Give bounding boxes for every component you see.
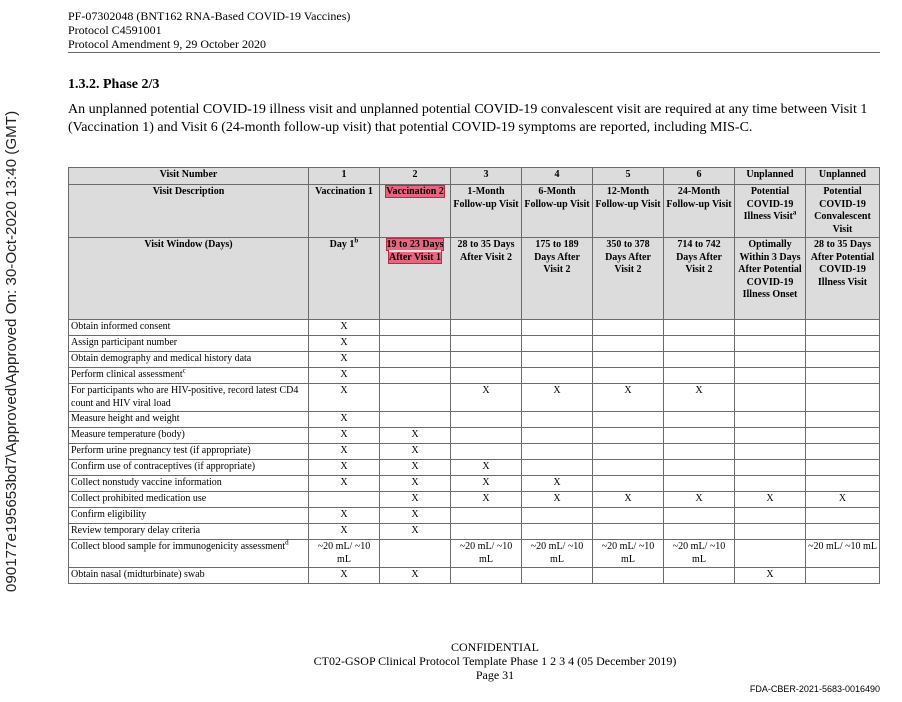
table-cell: ~20 mL/ ~10 mL <box>309 540 380 568</box>
column-header-cell <box>593 185 664 238</box>
footnote-marker: b <box>354 236 359 245</box>
table-cell: X <box>593 492 664 508</box>
column-header-cell <box>522 185 593 238</box>
activity-cell <box>69 352 309 368</box>
column-header-cell <box>309 168 380 185</box>
table-row <box>69 460 880 476</box>
table-cell <box>806 428 880 444</box>
column-header-cell <box>451 238 522 320</box>
table-cell <box>522 444 593 460</box>
activity-label: Confirm eligibility <box>71 509 147 520</box>
table-row <box>69 368 880 384</box>
table-cell <box>593 508 664 524</box>
activity-cell <box>69 524 309 540</box>
activity-label: Assign participant number <box>71 337 178 348</box>
column-header-cell <box>380 185 451 238</box>
header-text: Optimally Within 3 Days After Potential COVID-19 Illness Onset <box>738 239 802 300</box>
header-text: Day 1 <box>329 239 355 250</box>
header-text: 12-Month Follow-up Visit <box>595 186 661 210</box>
table-cell <box>522 508 593 524</box>
table-cell: X <box>380 460 451 476</box>
table-cell: X <box>309 460 380 476</box>
activity-cell <box>69 428 309 444</box>
header-text: 28 to 35 Days After Visit 2 <box>457 239 515 263</box>
activity-label: Review temporary delay criteria <box>71 525 201 536</box>
table-cell <box>309 492 380 508</box>
activity-label: Perform urine pregnancy test (if appropriate) <box>71 445 251 456</box>
table-cell <box>735 384 806 412</box>
header-text: Vaccination 1 <box>315 186 373 197</box>
column-header-cell <box>451 168 522 185</box>
table-cell <box>522 568 593 584</box>
activity-label: Collect nonstudy vaccine information <box>71 477 222 488</box>
footer-template: CT02-GSOP Clinical Protocol Template Phase 1 2 3 4 (05 December 2019) <box>313 654 677 668</box>
table-cell: X <box>309 384 380 412</box>
table-cell <box>380 320 451 336</box>
table-cell <box>735 352 806 368</box>
table-cell <box>664 428 735 444</box>
table-cell <box>451 508 522 524</box>
table-cell: X <box>380 568 451 584</box>
column-header-cell <box>664 185 735 238</box>
table-cell <box>664 412 735 428</box>
table-cell <box>735 428 806 444</box>
header-text: 6 <box>696 169 702 180</box>
table-cell: X <box>380 524 451 540</box>
table-cell: X <box>380 428 451 444</box>
table-cell <box>522 412 593 428</box>
column-header-cell <box>806 238 880 320</box>
table-cell <box>593 460 664 476</box>
activity-label: Collect blood sample for immunogenicity assessment <box>71 541 286 552</box>
activity-cell <box>69 336 309 352</box>
table-cell: X <box>309 352 380 368</box>
activity-cell <box>69 320 309 336</box>
table-row <box>69 492 880 508</box>
activity-cell <box>69 492 309 508</box>
table-cell: X <box>451 476 522 492</box>
table-cell <box>735 368 806 384</box>
header-text: 19 to 23 Days After Visit 1 <box>386 239 444 263</box>
footnote-marker: c <box>182 366 186 375</box>
table-cell <box>735 540 806 568</box>
table-cell <box>522 524 593 540</box>
table-cell <box>806 476 880 492</box>
table-cell: X <box>451 492 522 508</box>
table-cell <box>593 368 664 384</box>
table-cell: ~20 mL/ ~10 mL <box>664 540 735 568</box>
table-cell <box>664 320 735 336</box>
header-text: Vaccination 2 <box>386 186 444 197</box>
header-row-visit-number <box>69 168 880 185</box>
table-cell <box>664 476 735 492</box>
table-cell <box>664 508 735 524</box>
table-cell <box>593 352 664 368</box>
header-text: 1-Month Follow-up Visit <box>453 186 519 210</box>
table-cell: X <box>309 428 380 444</box>
table-cell: X <box>522 476 593 492</box>
section-title: 1.3.2. Phase 2/3 <box>68 77 160 92</box>
column-header-cell <box>735 185 806 238</box>
table-cell: X <box>380 492 451 508</box>
table-cell <box>806 336 880 352</box>
header-text: 714 to 742 Days After Visit 2 <box>676 239 722 275</box>
footer-page-number: Page 31 <box>475 668 515 682</box>
activity-label: Perform clinical assessment <box>71 369 183 380</box>
table-cell: X <box>806 492 880 508</box>
table-cell <box>806 368 880 384</box>
table-cell <box>806 568 880 584</box>
table-cell <box>451 368 522 384</box>
table-row <box>69 428 880 444</box>
table-cell: X <box>593 384 664 412</box>
table-cell <box>593 476 664 492</box>
table-cell <box>593 428 664 444</box>
activity-cell <box>69 384 309 412</box>
approval-stamp-text: 090177e195653bd7\Approved\Approved On: 30-Oct-2020 13:40 (GMT) <box>3 110 21 592</box>
activity-label: Obtain nasal (midturbinate) swab <box>71 569 205 580</box>
column-header-cell <box>309 238 380 320</box>
table-cell <box>664 460 735 476</box>
header-text: 28 to 35 Days After Potential COVID-19 Illness Visit <box>810 239 875 288</box>
column-header-cell <box>735 168 806 185</box>
table-cell <box>806 320 880 336</box>
table-cell <box>735 336 806 352</box>
column-header-cell <box>735 238 806 320</box>
header-protocol: Protocol C4591001 <box>68 23 162 37</box>
activity-label: For participants who are HIV-positive, record latest CD4 count and HIV viral load <box>71 385 299 409</box>
document-header <box>68 9 880 53</box>
table-cell <box>380 352 451 368</box>
table-cell <box>522 460 593 476</box>
table-cell: X <box>380 508 451 524</box>
footer-confidential: CONFIDENTIAL <box>451 640 539 654</box>
table-cell <box>664 444 735 460</box>
row-label: Visit Window (Days) <box>69 238 309 320</box>
table-cell <box>522 352 593 368</box>
table-cell <box>593 568 664 584</box>
column-header-cell <box>806 185 880 238</box>
activity-label: Measure height and weight <box>71 413 180 424</box>
table-cell <box>593 444 664 460</box>
table-row <box>69 320 880 336</box>
header-text: 24-Month Follow-up Visit <box>666 186 732 210</box>
footnote-marker: d <box>285 538 289 547</box>
table-cell <box>735 460 806 476</box>
column-header-cell <box>593 168 664 185</box>
table-cell: X <box>309 508 380 524</box>
table-cell <box>380 336 451 352</box>
table-cell <box>380 384 451 412</box>
schedule-of-activities-table <box>68 167 880 584</box>
table-row <box>69 524 880 540</box>
table-cell: X <box>309 336 380 352</box>
table-cell <box>664 524 735 540</box>
header-text: 175 to 189 Days After Visit 2 <box>534 239 580 275</box>
table-cell: X <box>309 476 380 492</box>
table-cell <box>451 428 522 444</box>
table-cell <box>664 352 735 368</box>
table-row <box>69 412 880 428</box>
table-cell <box>806 444 880 460</box>
table-cell <box>806 524 880 540</box>
document-id: FDA-CBER-2021-5683-0016490 <box>749 684 880 694</box>
table-cell <box>593 336 664 352</box>
table-cell <box>522 428 593 444</box>
activity-cell <box>69 568 309 584</box>
activity-label: Obtain informed consent <box>71 321 171 332</box>
row-label: Visit Number <box>69 168 309 185</box>
table-cell <box>451 412 522 428</box>
table-cell <box>522 320 593 336</box>
activity-label: Confirm use of contraceptives (if appropriate) <box>71 461 256 472</box>
column-header-cell <box>664 168 735 185</box>
activity-cell <box>69 508 309 524</box>
table-cell <box>451 444 522 460</box>
table-cell <box>664 368 735 384</box>
table-cell <box>735 412 806 428</box>
activity-label: Measure temperature (body) <box>71 429 185 440</box>
table-cell: X <box>380 476 451 492</box>
table-cell <box>522 336 593 352</box>
table-cell <box>735 524 806 540</box>
column-header-cell <box>664 238 735 320</box>
table-cell <box>806 460 880 476</box>
document-footer <box>0 640 902 682</box>
header-text: 3 <box>483 169 489 180</box>
table-cell: X <box>451 384 522 412</box>
table-cell <box>593 524 664 540</box>
table-cell: ~20 mL/ ~10 mL <box>593 540 664 568</box>
header-text: Unplanned <box>818 169 867 180</box>
header-row-visit-window <box>69 238 880 320</box>
footnote-marker: a <box>792 208 797 217</box>
header-text: 350 to 378 Days After Visit 2 <box>605 239 651 275</box>
table-cell: X <box>309 568 380 584</box>
table-row <box>69 508 880 524</box>
table-cell: X <box>309 368 380 384</box>
table-cell <box>806 384 880 412</box>
table-cell <box>664 336 735 352</box>
table-cell <box>735 508 806 524</box>
table-cell <box>380 540 451 568</box>
table-cell <box>806 352 880 368</box>
header-text: Potential COVID-19 Illness Visit <box>743 186 794 222</box>
activity-cell <box>69 540 309 568</box>
table-row <box>69 336 880 352</box>
table-cell <box>451 320 522 336</box>
table-cell <box>380 368 451 384</box>
table-row <box>69 444 880 460</box>
approval-stamp <box>1 0 23 702</box>
table-cell <box>522 368 593 384</box>
column-header-cell <box>522 168 593 185</box>
table-cell <box>806 508 880 524</box>
table-cell: X <box>664 492 735 508</box>
intro-paragraph: An unplanned potential COVID-19 illness visit and unplanned potential COVID-19 convalescent visit are required at any time between Visit 1 (Vaccination 1) and Visit 6 (24-month follow-up visit) that potential COVID-19 symptoms are reported, including MIS-C. <box>68 102 868 135</box>
table-cell: X <box>522 492 593 508</box>
activity-label: Collect prohibited medication use <box>71 493 207 504</box>
header-text: 6-Month Follow-up Visit <box>524 186 590 210</box>
table-cell <box>380 412 451 428</box>
table-cell: X <box>309 412 380 428</box>
table-cell <box>806 412 880 428</box>
activity-cell <box>69 460 309 476</box>
column-header-cell <box>380 168 451 185</box>
activity-cell <box>69 444 309 460</box>
table-cell <box>735 320 806 336</box>
header-amendment: Protocol Amendment 9, 29 October 2020 <box>68 37 266 51</box>
column-header-cell <box>806 168 880 185</box>
table-cell <box>735 444 806 460</box>
table-row <box>69 540 880 568</box>
header-text: 5 <box>625 169 631 180</box>
row-label: Visit Description <box>69 185 309 238</box>
table-cell: X <box>735 492 806 508</box>
table-row <box>69 384 880 412</box>
header-text: Potential COVID-19 Convalescent Visit <box>814 186 871 235</box>
table-cell <box>451 336 522 352</box>
header-product: PF-07302048 (BNT162 RNA-Based COVID-19 Vaccines) <box>68 9 351 23</box>
column-header-cell <box>593 238 664 320</box>
column-header-cell <box>309 185 380 238</box>
table-cell: X <box>522 384 593 412</box>
column-header-cell <box>380 238 451 320</box>
header-text: 2 <box>412 169 418 180</box>
table-cell: X <box>380 444 451 460</box>
table-cell <box>451 524 522 540</box>
table-cell: ~20 mL/ ~10 mL <box>522 540 593 568</box>
table-cell <box>593 412 664 428</box>
table-cell: X <box>451 460 522 476</box>
header-text: Unplanned <box>746 169 794 180</box>
table-cell <box>451 352 522 368</box>
table-row <box>69 352 880 368</box>
table-row <box>69 568 880 584</box>
activity-cell <box>69 412 309 428</box>
header-text: 4 <box>554 169 560 180</box>
header-text: 1 <box>341 169 347 180</box>
activity-cell <box>69 476 309 492</box>
table-cell: X <box>309 524 380 540</box>
table-cell: X <box>735 568 806 584</box>
table-row <box>69 476 880 492</box>
table-cell <box>664 568 735 584</box>
activity-label: Obtain demography and medical history data <box>71 353 252 364</box>
column-header-cell <box>522 238 593 320</box>
table-cell <box>593 320 664 336</box>
table-cell: ~20 mL/ ~10 mL <box>806 540 880 568</box>
table-cell: ~20 mL/ ~10 mL <box>451 540 522 568</box>
table-cell: X <box>309 444 380 460</box>
column-header-cell <box>451 185 522 238</box>
table-cell: X <box>309 320 380 336</box>
table-cell: X <box>664 384 735 412</box>
activity-cell <box>69 368 309 384</box>
table-cell <box>735 476 806 492</box>
table-cell <box>451 568 522 584</box>
header-row-visit-description <box>69 185 880 238</box>
